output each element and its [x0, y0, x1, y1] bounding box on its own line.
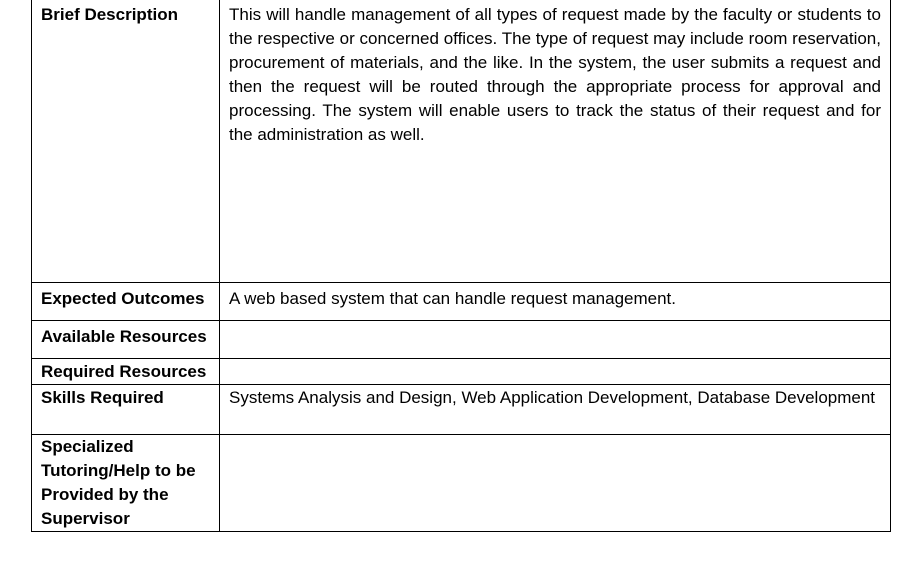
row-label: Expected Outcomes [32, 283, 220, 321]
table-row-available-resources [32, 321, 891, 359]
row-value [220, 435, 891, 532]
row-value [220, 321, 891, 359]
row-label: Brief Description [32, 0, 220, 283]
skills-required-text: Systems Analysis and Design, Web Application Development, Database Development [229, 388, 876, 407]
row-value [220, 283, 891, 321]
table-row-expected-outcomes [32, 283, 891, 321]
row-label: Skills Required [32, 385, 220, 435]
table-row-skills-required [32, 385, 891, 435]
project-details-table [31, 0, 891, 532]
brief-description-text: This will handle management of all types of request made by the faculty or students to the respective or concerned offices. The type of request may include room reservation, procurement of materials, and the like. In the system, the user submits a request and then the request will be routed through the appropriate process for approval and processing. The system will enable users to track the status of their request and for the administration as well. [229, 5, 881, 144]
table-row-specialized-tutoring [32, 435, 891, 532]
table-row-required-resources [32, 359, 891, 385]
row-value [220, 359, 891, 385]
row-value [220, 0, 891, 283]
row-label: Available Resources [32, 321, 220, 359]
row-value [220, 385, 891, 435]
row-label: Specialized Tutoring/Help to be Provided by the Supervisor [32, 435, 220, 532]
expected-outcomes-text: A web based system that can handle request management. [229, 289, 676, 308]
row-label: Required Resources [32, 359, 220, 385]
table-row-brief-description [32, 0, 891, 283]
